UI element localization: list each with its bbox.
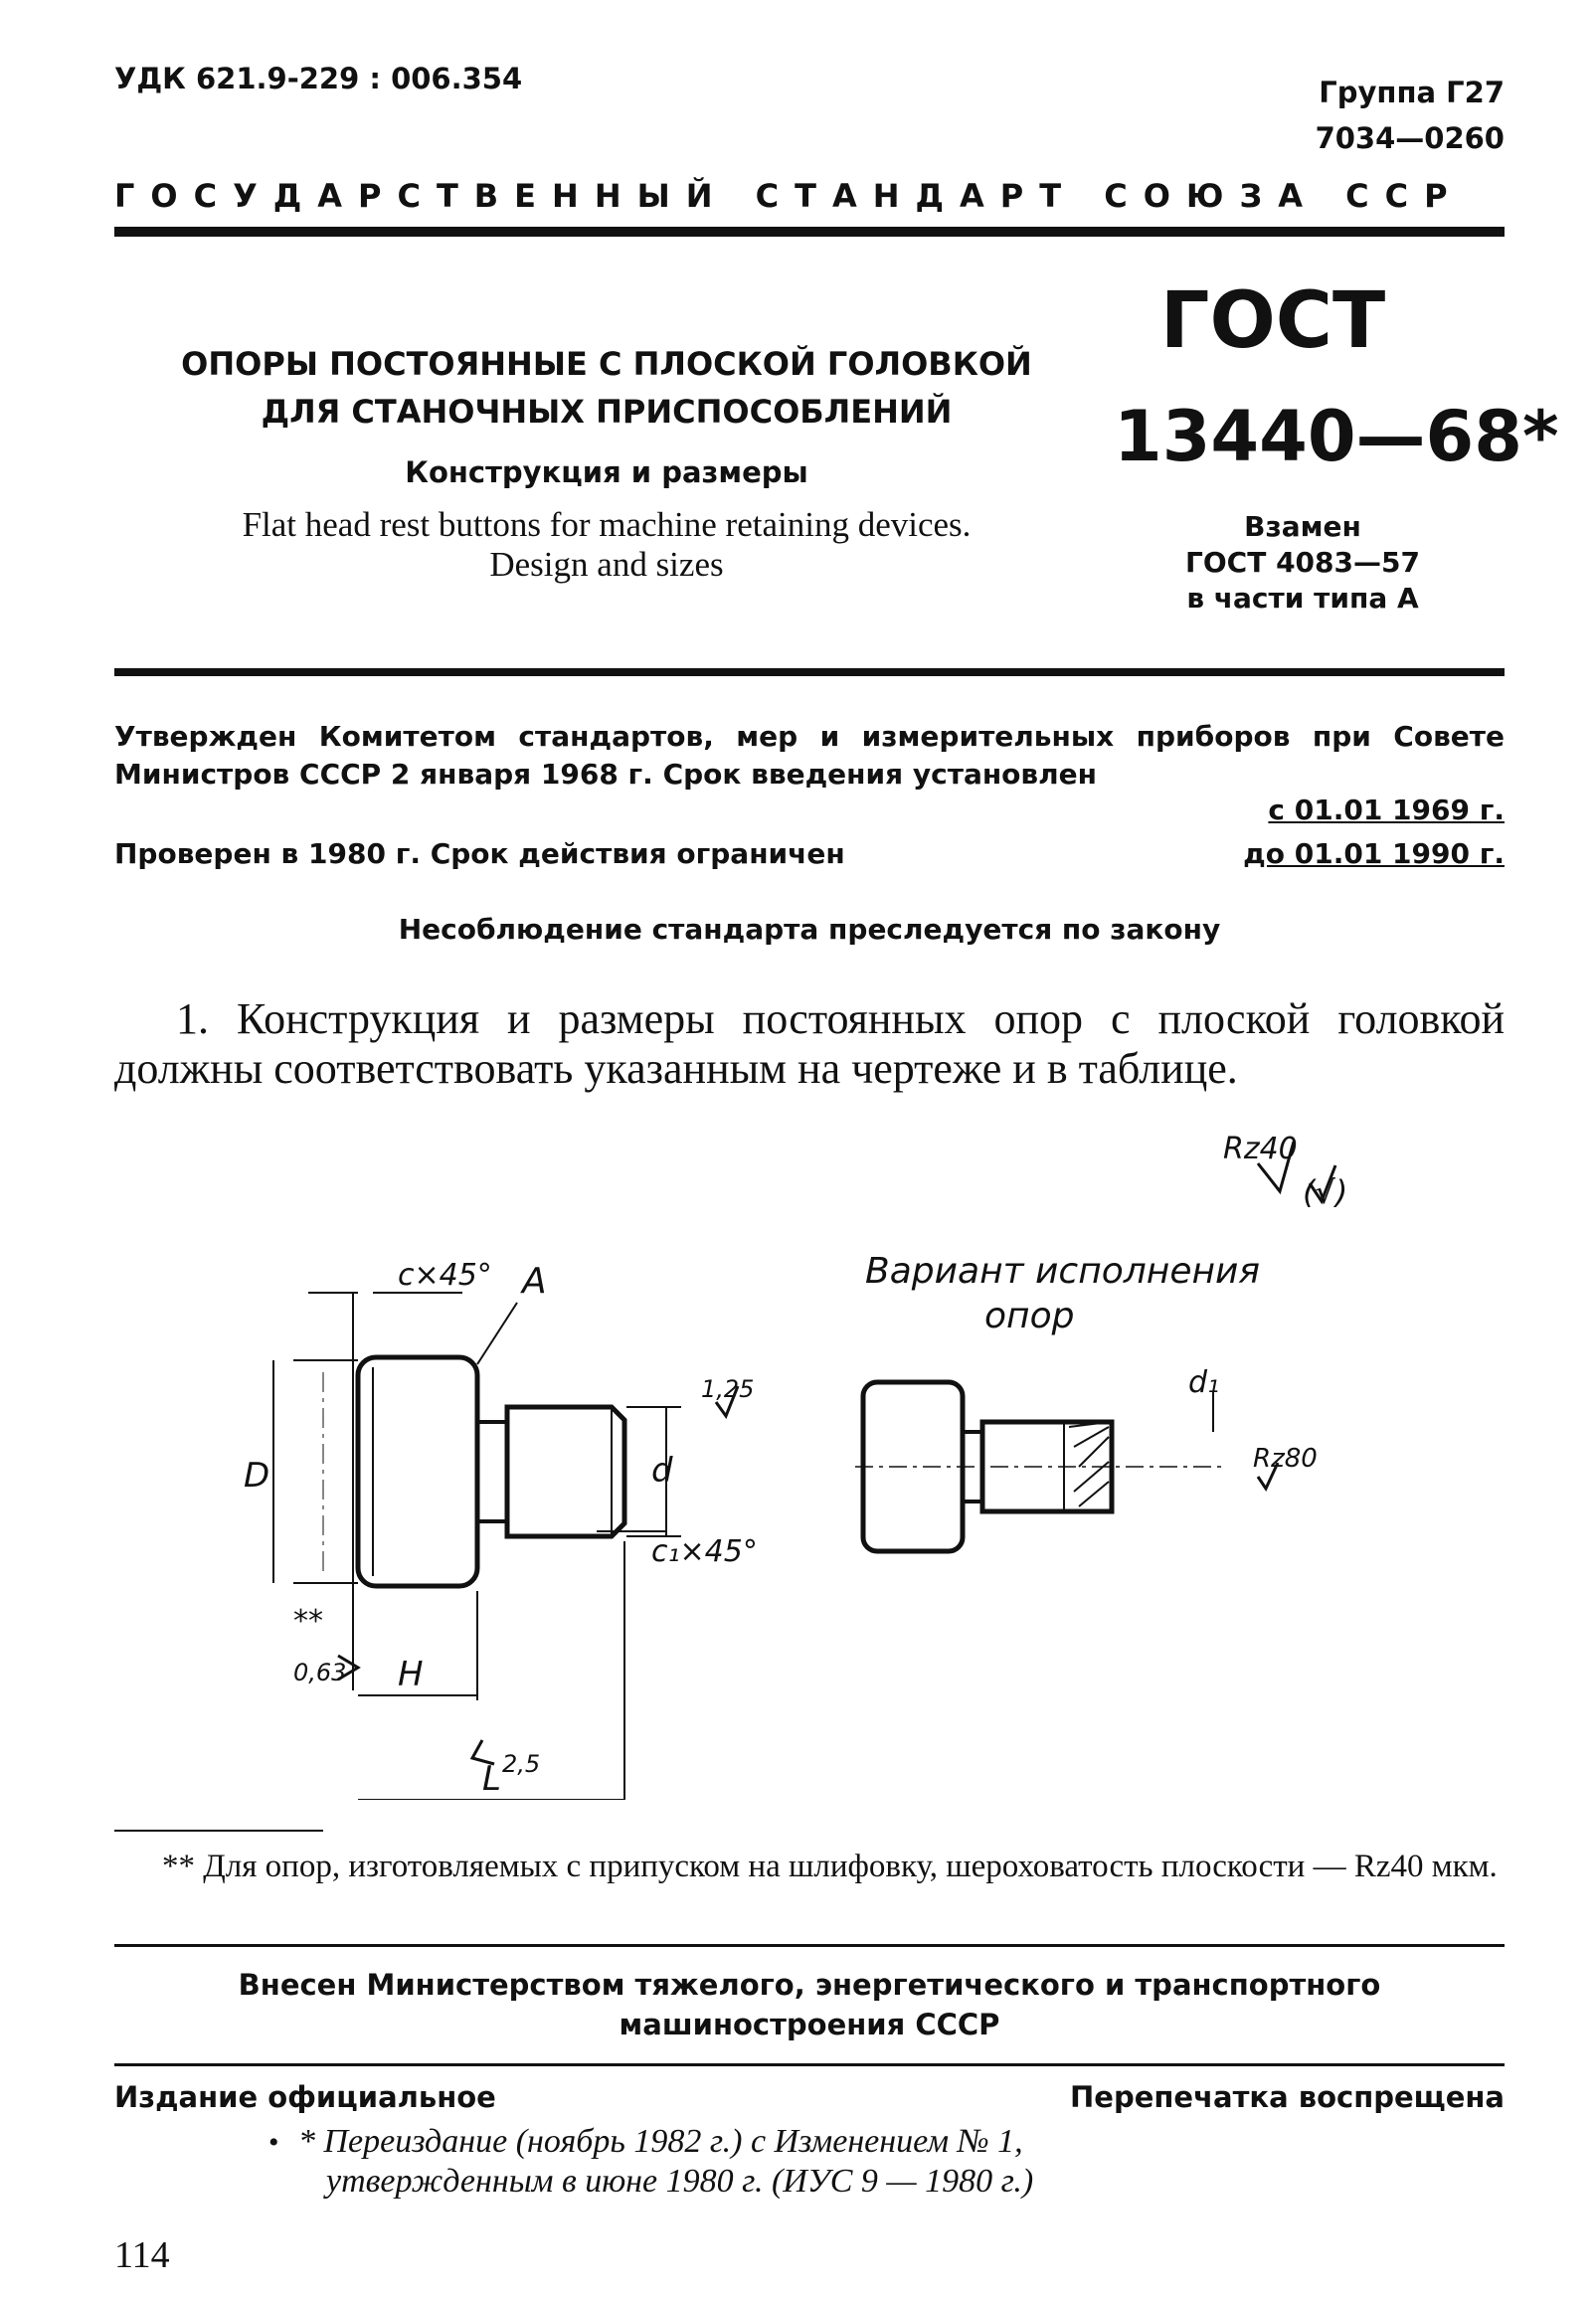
chamfer-c-label: c×45°: [398, 1258, 492, 1293]
introduced-line-2: машиностроения СССР: [619, 2008, 1000, 2041]
reissue-note: [298, 2122, 1033, 2202]
reissue-marker: •: [268, 2126, 279, 2159]
standard-subtitle: Конструкция и размеры: [405, 455, 808, 489]
valid-until-date: до 01.01 1990 г.: [1243, 837, 1505, 870]
title-line-1: ОПОРЫ ПОСТОЯННЫЕ С ПЛОСКОЙ ГОЛОВКОЙ: [181, 345, 1032, 383]
gost-label: ГОСТ: [1159, 276, 1386, 366]
replaces-part: в части типа А: [1186, 582, 1419, 615]
dim-L-label: L: [482, 1759, 501, 1799]
standard-title: [149, 340, 1064, 436]
introduced-rule: [114, 2063, 1505, 2066]
dim-d1-label: d₁: [1188, 1365, 1220, 1400]
hatching: [1069, 1422, 1109, 1506]
double-star-mark: **: [293, 1604, 323, 1639]
group-label: Группа Г27: [1319, 76, 1505, 109]
gost-number: 13440—68*: [1114, 396, 1559, 477]
dim-d-label: d: [651, 1451, 673, 1491]
replaces-block: [1153, 509, 1452, 617]
checked-text: Проверен в 1980 г. Срок действия ограничен: [114, 837, 845, 870]
header-rule: [114, 227, 1505, 237]
leader-A: [477, 1303, 517, 1364]
head-body: [358, 1357, 477, 1586]
dim-D-label: D: [244, 1456, 270, 1496]
introduced-line-1: Внесен Министерством тяжелого, энергетического и транспортного: [238, 1968, 1381, 2002]
view-a-label: A: [522, 1261, 547, 1302]
footnote: ** Для опор, изготовляемых с припуском на шлифовку, шероховатость плоскости — Rz40 мкм.: [162, 1849, 1498, 1884]
roughness-general-label: Rz40: [1223, 1132, 1298, 1166]
introduced-by: [114, 1965, 1505, 2044]
roughness-rz80-label: Rz80: [1253, 1444, 1318, 1474]
roughness-063-label: 0,63: [293, 1659, 347, 1686]
english-title-line-2: Design and sizes: [489, 545, 724, 584]
english-title: [139, 505, 1074, 585]
approval-text: Утвержден Комитетом стандартов, мер и измерительных приборов при Совете Министров СССР 2 января 1968 г. Срок введения установлен: [114, 720, 1505, 791]
chamfer-c1-label: c₁×45°: [651, 1534, 758, 1569]
english-title-line-1: Flat head rest buttons for machine retaining devices.: [242, 505, 972, 544]
title-rule: [114, 668, 1505, 676]
reissue-line-1: * Переиздание (ноябрь 1982 г.) с Изменением № 1,: [298, 2123, 1023, 2160]
reissue-line-2: утвержденным в июне 1980 г. (ИУС 9 — 1980 г.): [326, 2163, 1034, 2200]
official-edition: Издание официальное: [114, 2080, 496, 2114]
technical-drawing: [199, 1104, 1452, 1800]
page-number: 114: [114, 2234, 170, 2276]
violation-notice: Несоблюдение стандарта преследуется по закону: [398, 913, 1221, 946]
shank: [507, 1407, 624, 1536]
title-line-2: ДЛЯ СТАНОЧНЫХ ПРИСПОСОБЛЕНИЙ: [261, 393, 953, 431]
group-block: [1316, 70, 1505, 161]
classification-code: 7034—0260: [1315, 121, 1505, 155]
roughness-25-label: 2,5: [502, 1750, 541, 1778]
state-standard-banner: ГОСУДАРСТВЕННЫЙ СТАНДАРТ СОЮЗА ССР: [114, 177, 1464, 215]
udk-code: УДК 621.9-229 : 006.354: [114, 62, 523, 95]
paragraph-1: 1. Конструкция и размеры постоянных опор с плоской головкой должны соответствовать указанным на чертеже и в таблице.: [114, 994, 1505, 1093]
roughness-bracket-label: (√): [1303, 1173, 1348, 1211]
variant-label-2: опор: [984, 1296, 1075, 1336]
dim-H-label: H: [398, 1655, 424, 1694]
variant-label-1: Вариант исполнения: [865, 1251, 1261, 1292]
neck: [477, 1422, 507, 1521]
roughness-125-label: 1,25: [701, 1375, 755, 1403]
effective-from-date: с 01.01 1969 г.: [1268, 794, 1505, 826]
reprint-prohibited: Перепечатка воспрещена: [1070, 2080, 1505, 2114]
replaces-standard: ГОСТ 4083—57: [1185, 546, 1420, 579]
footnote-bottom-rule: [114, 1944, 1505, 1947]
replaces-label: Взамен: [1244, 510, 1361, 543]
footnote-rule: [114, 1830, 323, 1832]
